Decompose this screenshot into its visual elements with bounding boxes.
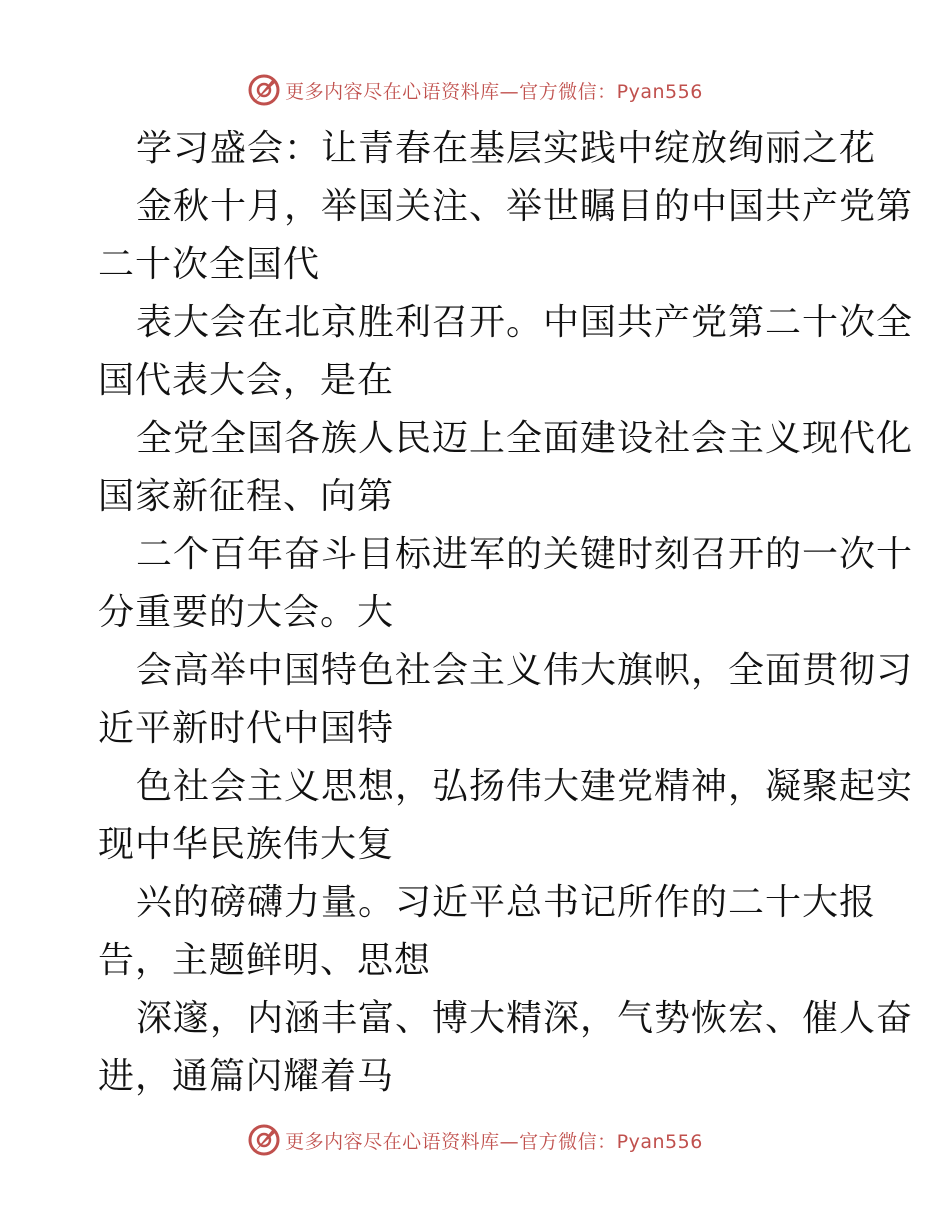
text-line: 近平新时代中国特 [98, 708, 395, 749]
body-text [98, 120, 914, 1106]
text-line: 国代表大会，是在 [98, 360, 395, 401]
text-line: 进，通篇闪耀着马 [98, 1056, 395, 1097]
text-line: 深邃，内涵丰富、博大精深，气势恢宏、催人奋 [136, 998, 914, 1039]
watermark-text: 更多内容尽在心语资料库—官方微信：Pyan556 [285, 80, 703, 103]
text-line: 国家新征程、向第 [98, 476, 395, 517]
text-line: 二十次全国代 [98, 244, 321, 285]
text-line: 现中华民族伟大复 [98, 824, 395, 865]
text-line: 全党全国各族人民迈上全面建设社会主义现代化 [136, 418, 914, 459]
text-line: 分重要的大会。大 [98, 592, 395, 633]
text-line: 表大会在北京胜利召开。中国共产党第二十次全 [136, 302, 914, 343]
document-title: 学习盛会：让青春在基层实践中绽放绚丽之花 [136, 128, 877, 169]
text-line: 色社会主义思想，弘扬伟大建党精神，凝聚起实 [136, 766, 914, 807]
quill-logo-icon [247, 73, 281, 107]
quill-logo-icon [247, 1123, 281, 1157]
watermark-text: 更多内容尽在心语资料库—官方微信：Pyan556 [285, 1130, 703, 1153]
footer-watermark [0, 1120, 950, 1160]
text-line: 二个百年奋斗目标进军的关键时刻召开的一次十 [136, 534, 914, 575]
text-line: 会高举中国特色社会主义伟大旗帜，全面贯彻习 [136, 650, 914, 691]
header-watermark [0, 70, 950, 110]
text-line: 兴的磅礴力量。习近平总书记所作的二十大报 [136, 882, 877, 923]
text-line: 告，主题鲜明、思想 [98, 940, 432, 981]
text-line: 金秋十月，举国关注、举世瞩目的中国共产党第 [136, 186, 914, 227]
